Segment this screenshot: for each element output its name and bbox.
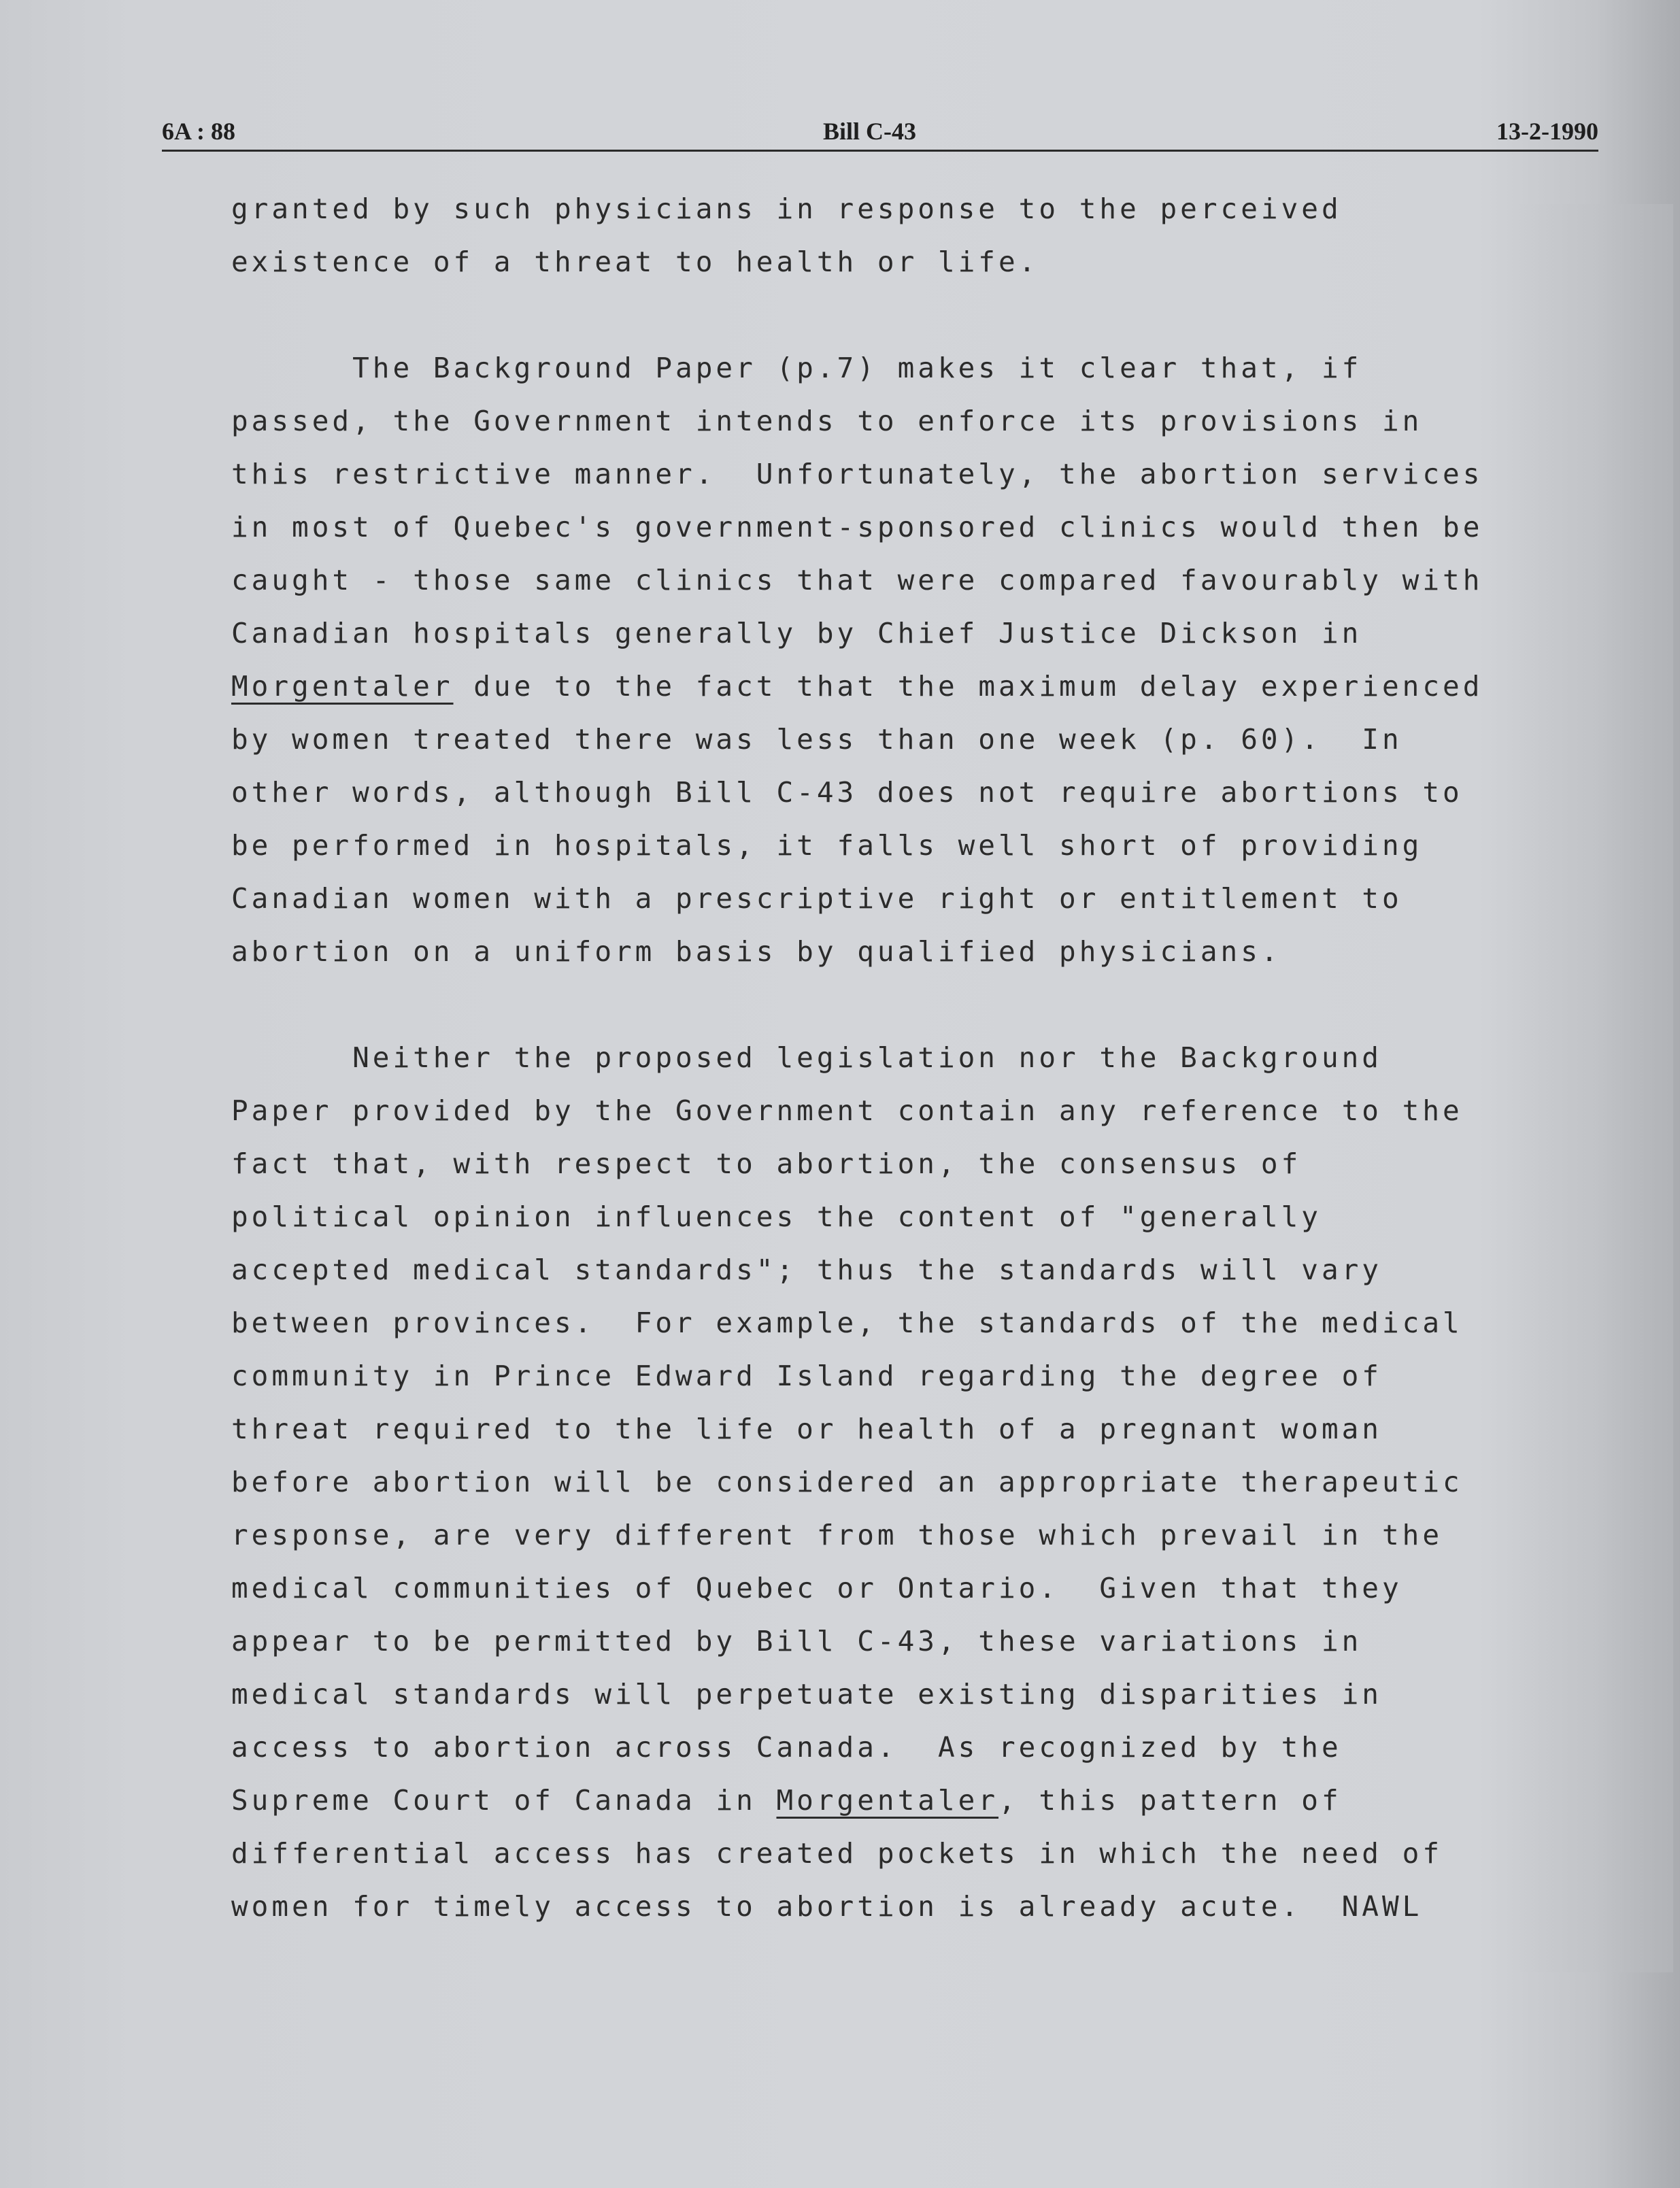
text-line: [231, 660, 1551, 713]
text-line: other words, although Bill C-43 does not require abortions to: [231, 776, 1463, 809]
body-text: [231, 182, 1551, 1933]
text-line: women for timely access to abortion is already acute. NAWL: [231, 1890, 1423, 1923]
text-line: appear to be permitted by Bill C-43, these variations in: [231, 1625, 1362, 1657]
text-line: The Background Paper (p.7) makes it clear that, if: [231, 352, 1362, 384]
text-line: by women treated there was less than one week (p. 60). In: [231, 723, 1402, 756]
case-citation: Morgentaler: [231, 670, 454, 703]
paragraph-1: [231, 182, 1551, 288]
text-line: in most of Quebec's government-sponsored clinics would then be: [231, 511, 1483, 543]
text-line: be performed in hospitals, it falls well short of providing: [231, 829, 1423, 862]
text-line: political opinion influences the content of "generally: [231, 1200, 1322, 1233]
text-line: access to abortion across Canada. As recognized by the: [231, 1731, 1342, 1764]
text-line: before abortion will be considered an appropriate therapeutic: [231, 1466, 1463, 1498]
text-line: Canadian women with a prescriptive right or entitlement to: [231, 882, 1402, 915]
paragraph-3: [231, 1031, 1551, 1933]
text-fragment: due to the fact that the maximum delay experienced: [453, 670, 1483, 703]
text-line: differential access has created pockets in which the need of: [231, 1837, 1443, 1870]
text-line: community in Prince Edward Island regarding the degree of: [231, 1360, 1382, 1392]
text-line: response, are very different from those which prevail in the: [231, 1519, 1443, 1551]
text-line: granted by such physicians in response to the perceived: [231, 192, 1342, 225]
text-line: fact that, with respect to abortion, the consensus of: [231, 1147, 1302, 1180]
text-line: accepted medical standards"; thus the standards will vary: [231, 1253, 1382, 1286]
text-line: between provinces. For example, the standards of the medical: [231, 1307, 1463, 1339]
text-line: this restrictive manner. Unfortunately, the abortion services: [231, 458, 1483, 490]
document-title: Bill C-43: [823, 118, 917, 145]
text-line: passed, the Government intends to enforce its provisions in: [231, 405, 1423, 437]
page-reference: 6A : 88: [162, 118, 235, 145]
text-line: Canadian hospitals generally by Chief Justice Dickson in: [231, 617, 1362, 650]
text-fragment: , this pattern of: [998, 1784, 1342, 1817]
text-line: [231, 1774, 1551, 1827]
paragraph-2: [231, 341, 1551, 978]
case-citation: Morgentaler: [776, 1784, 999, 1817]
text-line: Paper provided by the Government contain any reference to the: [231, 1094, 1463, 1127]
text-line: abortion on a uniform basis by qualified physicians.: [231, 935, 1281, 968]
text-line: caught - those same clinics that were compared favourably with: [231, 564, 1483, 596]
text-line: medical communities of Quebec or Ontario. Given that they: [231, 1572, 1402, 1604]
text-fragment: Supreme Court of Canada in: [231, 1784, 777, 1817]
text-line: existence of a threat to health or life.: [231, 246, 1039, 278]
text-line: Neither the proposed legislation nor the Background: [231, 1041, 1382, 1074]
text-line: medical standards will perpetuate existing disparities in: [231, 1678, 1382, 1711]
document-date: 13-2-1990: [1496, 118, 1598, 145]
text-line: threat required to the life or health of a pregnant woman: [231, 1413, 1382, 1445]
page-header: [162, 114, 1598, 152]
